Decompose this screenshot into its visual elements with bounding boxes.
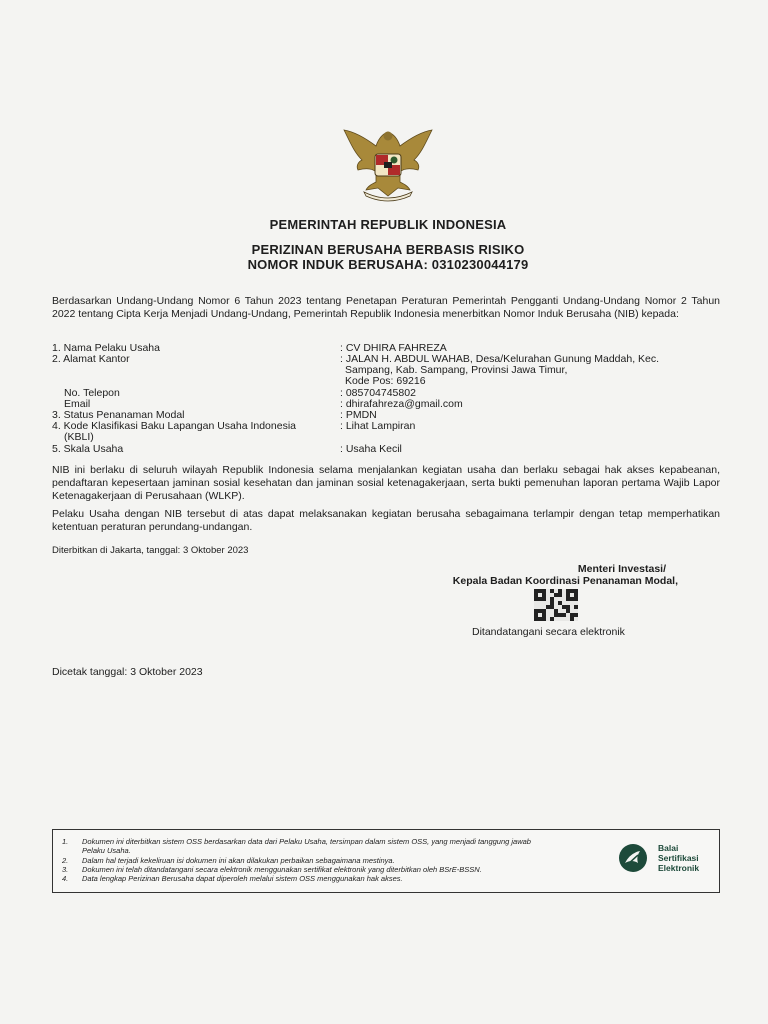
field-value-telepon: : 085704745802	[340, 387, 416, 399]
field-value-nama: : CV DHIRA FAHREZA	[340, 342, 447, 354]
document-title: PERIZINAN BERUSAHA BERBASIS RISIKO	[251, 242, 525, 257]
garuda-emblem-icon	[338, 122, 438, 204]
note-text: Dokumen ini diterbitkan sistem OSS berdasarkan data dari Pelaku Usaha, tersimpan dalam sistem OSS, yang menjadi tanggung jawab	[82, 837, 531, 846]
electronic-signature-note: Ditandatangani secara elektronik	[472, 626, 625, 638]
field-label-alamat: 2. Alamat Kantor	[52, 353, 130, 365]
qr-code-icon	[534, 589, 578, 621]
note-number: 2.	[62, 856, 69, 865]
field-label-kbli-2: (KBLI)	[64, 431, 94, 443]
field-label-skala: 5. Skala Usaha	[52, 443, 124, 455]
field-value-alamat-2: Sampang, Kab. Sampang, Provinsi Jawa Timur,	[345, 364, 568, 376]
field-label-nama: 1. Nama Pelaku Usaha	[52, 342, 160, 354]
permission-paragraph: Pelaku Usaha dengan NIB tersebut di atas dapat melaksanakan kegiatan berusaha sebagaimana terlampir dengan tetap memperhatikan ketentuan peraturan perundang-undangan.	[52, 508, 720, 533]
note-text: Dalam hal terjadi kekeliruan isi dokumen ini akan dilakukan perbaikan sebagaimana mestinya.	[82, 856, 395, 865]
note-number: 3.	[62, 865, 69, 874]
bsre-name	[658, 843, 699, 873]
field-value-alamat-3: Kode Pos: 69216	[345, 375, 426, 387]
bsre-name-line: Elektronik	[658, 863, 700, 873]
bsre-logo-icon	[618, 843, 648, 873]
printed-date: Dicetak tanggal: 3 Oktober 2023	[52, 666, 203, 678]
field-label-status: 3. Status Penanaman Modal	[52, 409, 185, 421]
bsre-name-line: Sertifikasi	[658, 853, 699, 863]
note-text-continued: Pelaku Usaha.	[82, 846, 131, 855]
government-heading: PEMERINTAH REPUBLIK INDONESIA	[269, 217, 507, 232]
nib-number: NOMOR INDUK BERUSAHA: 0310230044179	[247, 257, 529, 272]
issued-date: Diterbitkan di Jakarta, tanggal: 3 Oktober 2023	[52, 545, 249, 556]
field-value-email: : dhirafahreza@gmail.com	[340, 398, 463, 410]
field-value-status: : PMDN	[340, 409, 377, 421]
bsre-name-line: Balai	[658, 843, 679, 853]
note-number: 1.	[62, 837, 69, 846]
field-value-kbli: : Lihat Lampiran	[340, 420, 416, 432]
note-text: Dokumen ini telah ditandatangani secara elektronik menggunakan sertifikat elektronik yang diterbitkan oleh BSrE-BSSN.	[82, 865, 482, 874]
field-label-kbli: 4. Kode Klasifikasi Baku Lapangan Usaha Indonesia	[52, 420, 297, 432]
field-label-telepon: No. Telepon	[64, 387, 120, 399]
signatory-title-1: Menteri Investasi/	[577, 563, 666, 575]
intro-paragraph: Berdasarkan Undang-Undang Nomor 6 Tahun 2023 tentang Penetapan Peraturan Pemerintah Pengganti Undang-Undang Nomor 2 Tahun 2022 tentang Cipta Kerja Menjadi Undang-Undang, Pemerintah Republik Indonesia menerbitkan Nomor Induk Berusaha (NIB) kepada:	[52, 295, 720, 320]
validity-paragraph: NIB ini berlaku di seluruh wilayah Republik Indonesia selama menjalankan kegiatan usaha dan berlaku sebagai hak akses kepabeanan, pendaftaran kepesertaan jaminan sosial kesehatan dan jaminan sosial ketenagakerjaan, serta bukti pemenuhan laporan pertama Wajib Lapor Ketenagakerjaan di Perusahaan (WLKP).	[52, 464, 720, 502]
field-label-email: Email	[64, 398, 91, 410]
note-text: Data lengkap Perizinan Berusaha dapat diperoleh melalui sistem OSS menggunakan hak akses.	[82, 874, 403, 883]
signatory-title-2: Kepala Badan Koordinasi Penanaman Modal,	[452, 575, 678, 587]
note-number: 4.	[62, 874, 69, 883]
field-value-skala: : Usaha Kecil	[340, 443, 402, 455]
field-value-alamat-1: : JALAN H. ABDUL WAHAB, Desa/Kelurahan Gunung Maddah, Kec.	[340, 353, 660, 365]
